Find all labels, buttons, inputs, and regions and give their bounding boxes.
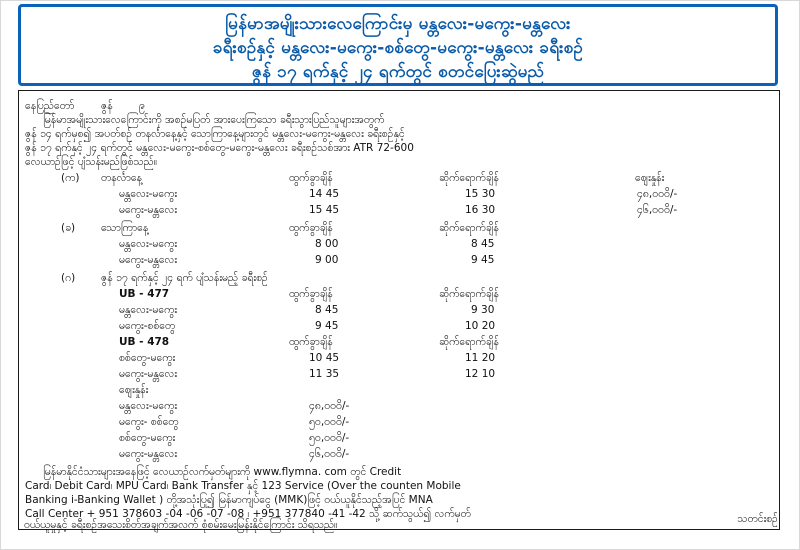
dateline-day: ၉ [139,100,145,112]
intro-line: ဇွန် ၁၇ ရက်နှင့် ၂၄ ရက်တွင် မန္တလေး-မကွေး-စစ်တွေ-မကွေး-မန္တလေး ခရီးစဉ်သစ်အား ATR 72-600 [25,142,414,154]
departure-time: 10 45 [309,352,340,364]
route-name: မကွေး-မန္တလေး [119,204,178,216]
fare-header: ဈေးနှုန်း [119,384,149,396]
departure-time: 9 45 [315,320,339,332]
flight-code: UB - 478 [119,336,170,348]
route-name: မန္တလေး-မကွေး [119,304,178,316]
route-name: မန္တလေး-မကွေး [119,188,178,200]
section-c-heading: ဇွန် ၁၇ ရက်နှင့် ၂၄ ရက် ပျံသန်းမည့် ခရီးစဉ် [101,272,268,284]
arrival-header: ဆိုက်ရောက်ချိန် [439,288,499,300]
departure-time: 8 00 [315,238,339,250]
headline-line-3: ဇွန် ၁၇ ရက်နှင့် ၂၄ ရက်တွင် စတင်ပြေးဆွဲမည် [251,62,545,82]
headline-line-1: မြန်မာအမျိုးသားလေကြောင်းမှ မန္တလေး-မကွေး-မန္တလေး [225,14,571,34]
arrival-time: 8 45 [471,238,495,250]
arrival-time: 16 30 [465,204,496,216]
fare-value: ၄၆,၀၀၀ိ/- [637,204,678,216]
route-name: မန္တလေး-မကွေး [119,400,178,412]
flight-code: UB - 477 [119,288,170,300]
section-b-heading: သောကြာနေ့ [101,222,149,234]
departure-time: 15 45 [309,204,340,216]
footer-line: မြန်မာနိုင်ငံသားများအနေဖြင့် လေယာဉ်လက်မှတ်များကို www.flymna. com တွင် Credit [43,466,402,478]
news-agency-signature: သတင်းစဉ် [737,513,778,525]
arrival-time: 12 10 [465,368,496,380]
fare-value: ၅၀,၀၀၀ိ/- [309,416,350,428]
intro-line: ဇွန် ၁၄ ရက်မှစ၍ အပတ်စဉ် တနင်္လာနေ့နှင့် သောကြာနေ့များတွင် မန္တလေး-မကွေး-မန္တလေး ခရီးစဉ်နှင့် [25,128,405,140]
arrival-time: 11 20 [465,352,496,364]
intro-line: လေယာဉ်ဖြင့် ပျံသန်းမည်ဖြစ်သည်။ [25,156,158,168]
fare-value: ၄၈,၀၀၀ိ/- [637,188,678,200]
fare-value: ၅၀,၀၀၀ိ/- [309,432,350,444]
departure-header: ထွက်ခွာချိန် [289,288,333,300]
intro-line: မြန်မာအမျိုးသားလေကြောင်းကို အစဉ်မပြတ် အားပေးကြသော ခရီးသွားပြည်သူများအတွက် [43,114,385,126]
arrival-time: 10 20 [465,320,496,332]
article-body [18,90,780,530]
arrival-header: ဆိုက်ရောက်ချိန် [439,172,499,184]
departure-time: 8 45 [315,304,339,316]
departure-time: 11 35 [309,368,340,380]
section-c-marker: (ဂ) [61,272,76,284]
arrival-time: 9 30 [471,304,495,316]
departure-time: 14 45 [309,188,340,200]
section-a-marker: (က) [61,172,80,184]
footer-line: Call Center + 951 378603 -04 -06 -07 -08 ၊ +951 377840 -41 -42 သို့ ဆက်သွယ်၍ လက်မှတ် [25,508,471,520]
footer-line: Card၊ Debit Card၊ MPU Card၊ Bank Transfer နှင့် 123 Service (Over the counten Mobile [25,480,461,492]
fare-value: ၄၆,၀၀၀ိ/- [309,448,350,460]
departure-time: 9 00 [315,254,339,266]
headline-line-2: ခရီးစဉ်နှင့် မန္တလေး-မကွေး-စစ်တွေ-မကွေး-မန္တလေး ခရီးစဉ် [213,38,583,58]
route-name: မန္တလေး-မကွေး [119,238,178,250]
route-name: စစ်တွေ-မကွေး [119,432,176,444]
arrival-time: 15 30 [465,188,496,200]
route-name: စစ်တွေ-မကွေး [119,352,176,364]
fare-value: ၄၈,၀၀၀ိ/- [309,400,350,412]
arrival-header: ဆိုက်ရောက်ချိန် [439,222,499,234]
arrival-time: 9 45 [471,254,495,266]
footer-line: ဝယ်ယူမှုနှင့် ခရီးစဉ်အသေးစိတ်အချက်အလက် စုံစမ်းမေးမြန်းနိုင်ကြောင်း သိရသည်။ [24,519,338,531]
arrival-header: ဆိုက်ရောက်ချိန် [439,336,499,348]
route-name: မကွေး-စစ်တွေ [119,320,176,332]
route-name: မကွေး-မန္တလေး [119,448,178,460]
route-name: မကွေး-မန္တလေး [119,368,178,380]
route-name: မကွေး-မန္တလေး [119,254,178,266]
fare-header: ဈေးနှုန်း [635,172,665,184]
departure-header: ထွက်ခွာချိန် [289,172,333,184]
headline-box [18,4,778,86]
section-b-marker: (ခ) [61,222,76,234]
route-name: မကွေး- စစ်တွေ [119,416,179,428]
departure-header: ထွက်ခွာချိန် [289,222,333,234]
footer-line: Banking i-Banking Wallet ) တို့အသုံးပြု၍ မြန်မာကျပ်ငွေ (MMK)ဖြင့် ဝယ်ယူနိုင်သည့်အပြင် MNA [25,494,433,506]
dateline-place: နေပြည်တော် [25,100,75,112]
section-a-heading: တနင်္လာနေ့ [101,172,142,184]
dateline-month: ဇွန် [101,100,113,112]
departure-header: ထွက်ခွာချိန် [289,336,333,348]
